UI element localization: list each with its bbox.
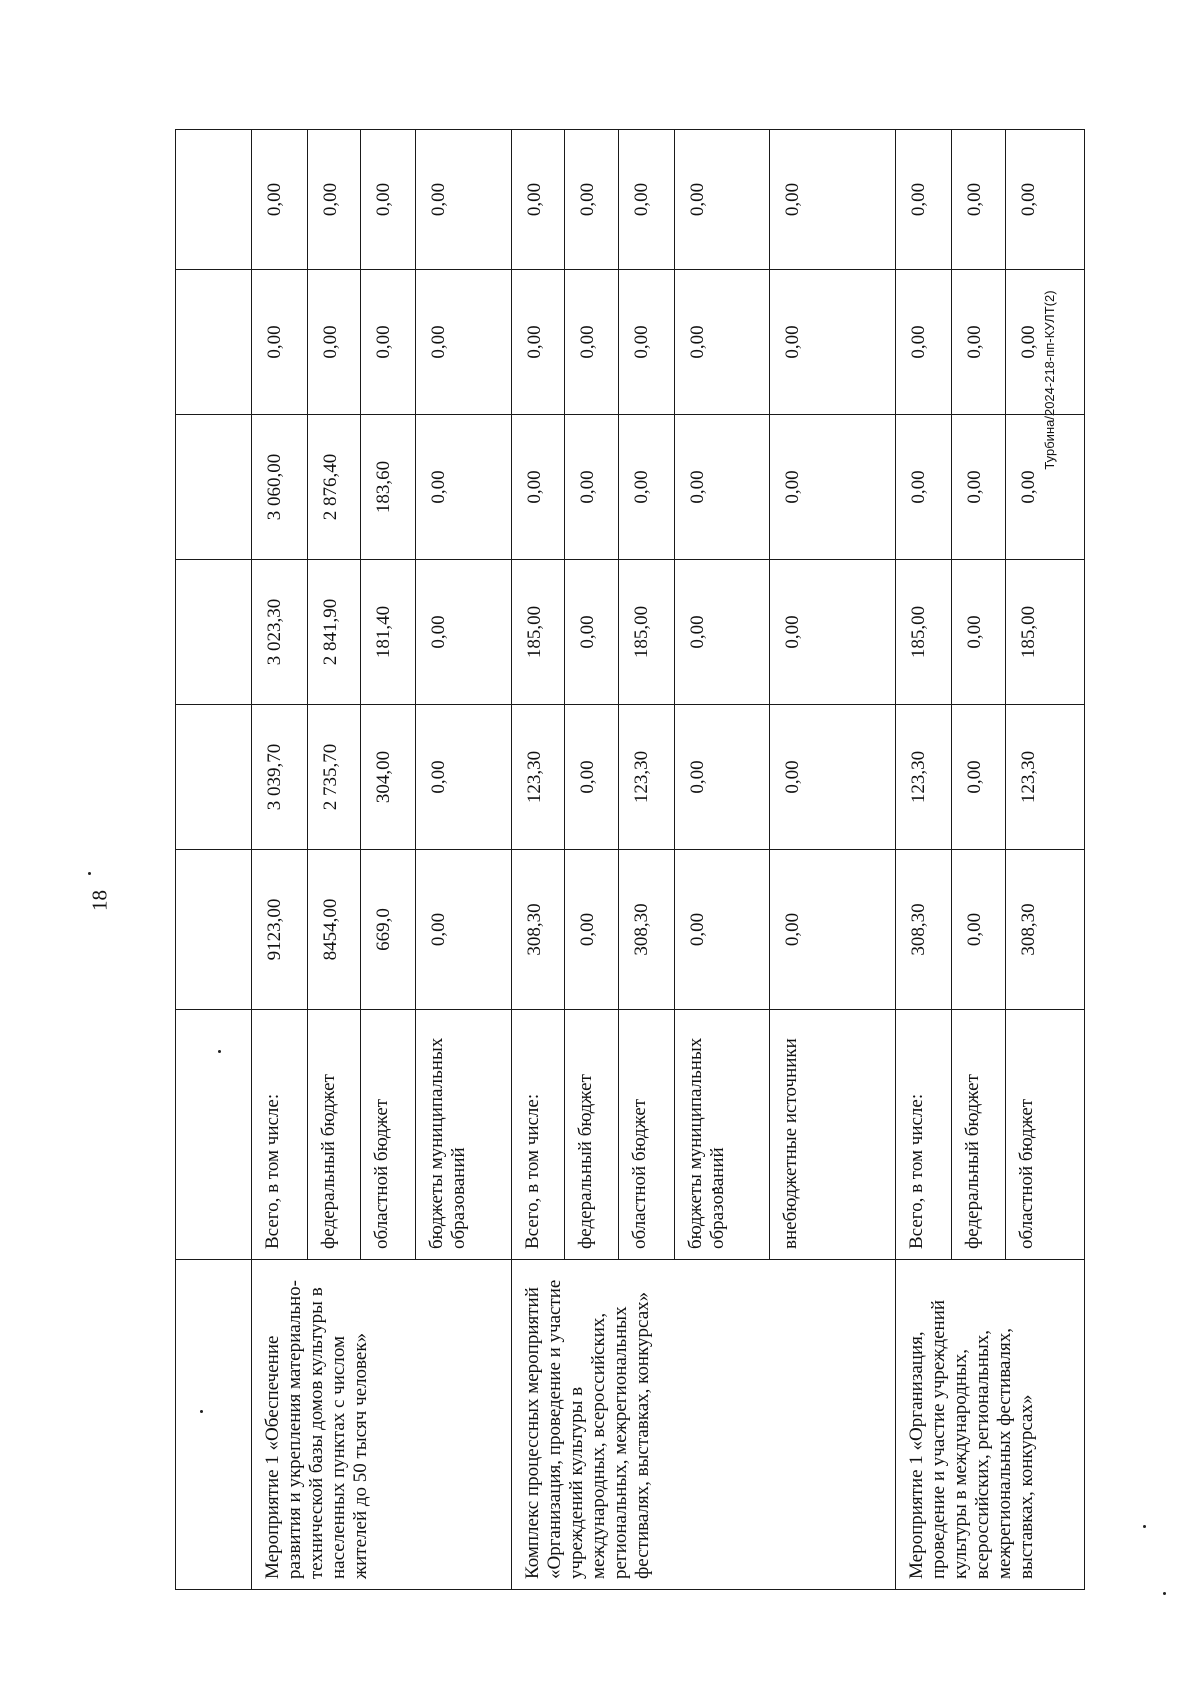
amount-cell: 0,00: [674, 270, 770, 415]
amount-cell: 308,30: [618, 850, 674, 1010]
amount-cell: 0,00: [674, 130, 770, 270]
amount-cell: 304,00: [361, 705, 416, 850]
header-row: [176, 130, 252, 1590]
page-number: 18: [87, 890, 112, 911]
header-cell: [176, 705, 252, 850]
header-cell: [176, 1010, 252, 1260]
header-cell: [176, 270, 252, 415]
header-cell: [176, 560, 252, 705]
funding-source-cell: областной бюджет: [361, 1010, 416, 1260]
funding-source-cell: Всего, в том числе:: [896, 1010, 952, 1260]
amount-cell: 0,00: [361, 130, 416, 270]
header-cell: [176, 415, 252, 560]
amount-cell: 0,00: [416, 850, 512, 1010]
funding-source-cell: бюджеты муниципальных образований: [416, 1010, 512, 1260]
funding-table-rotated: [175, 130, 1085, 1590]
amount-cell: 0,00: [416, 130, 512, 270]
amount-cell: 0,00: [416, 270, 512, 415]
table-row: [251, 130, 307, 1590]
amount-cell: 3 039,70: [251, 705, 307, 850]
amount-cell: 0,00: [674, 850, 770, 1010]
amount-cell: 0,00: [770, 415, 896, 560]
amount-cell: 0,00: [565, 560, 619, 705]
amount-cell: 0,00: [770, 270, 896, 415]
amount-cell: 669,0: [361, 850, 416, 1010]
amount-cell: 0,00: [952, 560, 1006, 705]
amount-cell: 185,00: [511, 560, 565, 705]
amount-cell: 0,00: [565, 850, 619, 1010]
document-code: Турбина/2024-218-пп-КУЛТ(2): [1042, 290, 1057, 470]
amount-cell: 0,00: [770, 850, 896, 1010]
amount-cell: 308,30: [511, 850, 565, 1010]
amount-cell: 308,30: [896, 850, 952, 1010]
amount-cell: 0,00: [770, 560, 896, 705]
amount-cell: 0,00: [952, 705, 1006, 850]
amount-cell: 0,00: [952, 850, 1006, 1010]
amount-cell: 3 060,00: [251, 415, 307, 560]
amount-cell: 123,30: [1005, 705, 1084, 850]
amount-cell: 0,00: [770, 130, 896, 270]
amount-cell: 0,00: [511, 270, 565, 415]
amount-cell: 0,00: [770, 705, 896, 850]
funding-source-cell: внебюджетные источники: [770, 1010, 896, 1260]
amount-cell: 185,00: [618, 560, 674, 705]
activity-name-cell: Мероприятие 1 «Обеспечение развития и укрепления материально-технической базы домов культуры в населенных пунктах с числом жителей до 50 тысяч человек»: [251, 1260, 511, 1590]
amount-cell: 3 023,30: [251, 560, 307, 705]
amount-cell: 183,60: [361, 415, 416, 560]
amount-cell: 0,00: [674, 560, 770, 705]
funding-source-cell: федеральный бюджет: [952, 1010, 1006, 1260]
header-cell: [176, 1260, 252, 1590]
amount-cell: 123,30: [618, 705, 674, 850]
amount-cell: 0,00: [618, 270, 674, 415]
amount-cell: 0,00: [618, 130, 674, 270]
amount-cell: 0,00: [251, 130, 307, 270]
amount-cell: 0,00: [307, 270, 361, 415]
amount-cell: 123,30: [511, 705, 565, 850]
amount-cell: 0,00: [896, 270, 952, 415]
amount-cell: 181,40: [361, 560, 416, 705]
header-cell: [176, 850, 252, 1010]
amount-cell: 9123,00: [251, 850, 307, 1010]
funding-source-cell: Всего, в том числе:: [251, 1010, 307, 1260]
amount-cell: 0,00: [251, 270, 307, 415]
scan-dot: [1143, 1525, 1146, 1528]
amount-cell: 0,00: [307, 130, 361, 270]
amount-cell: 0,00: [416, 415, 512, 560]
amount-cell: 0,00: [565, 130, 619, 270]
amount-cell: 0,00: [952, 415, 1006, 560]
amount-cell: 0,00: [674, 415, 770, 560]
amount-cell: 0,00: [511, 130, 565, 270]
funding-source-cell: бюджеты муниципальных образований: [674, 1010, 770, 1260]
funding-table: [175, 129, 1085, 1590]
amount-cell: 0,00: [1005, 270, 1084, 415]
amount-cell: 2 735,70: [307, 705, 361, 850]
activity-name-cell: Комплекс процессных мероприятий «Организация, проведение и участие учреждений культуры в международных, всероссийских, региональных, межрегиональных фестивалях, выставках, конкурсах»: [511, 1260, 896, 1590]
amount-cell: 0,00: [565, 705, 619, 850]
amount-cell: 185,00: [896, 560, 952, 705]
amount-cell: 0,00: [565, 415, 619, 560]
funding-source-cell: федеральный бюджет: [565, 1010, 619, 1260]
amount-cell: 0,00: [952, 130, 1006, 270]
amount-cell: 308,30: [1005, 850, 1084, 1010]
amount-cell: 0,00: [896, 415, 952, 560]
scan-dot: [1163, 1592, 1166, 1595]
amount-cell: 0,00: [1005, 415, 1084, 560]
amount-cell: 0,00: [416, 705, 512, 850]
activity-name-cell: Мероприятие 1 «Организация, проведение и участие учреждений культуры в международных, всероссийских, региональных, межрегиональных фестивалях, выставках, конкурсах»: [896, 1260, 1085, 1590]
table-row: [896, 130, 952, 1590]
funding-source-cell: федеральный бюджет: [307, 1010, 361, 1260]
amount-cell: 0,00: [618, 415, 674, 560]
amount-cell: 0,00: [952, 270, 1006, 415]
scan-dot: [88, 872, 91, 875]
table-row: [511, 130, 565, 1590]
amount-cell: 2 841,90: [307, 560, 361, 705]
amount-cell: 0,00: [361, 270, 416, 415]
amount-cell: 0,00: [1005, 130, 1084, 270]
amount-cell: 0,00: [896, 130, 952, 270]
amount-cell: 2 876,40: [307, 415, 361, 560]
funding-source-cell: областной бюджет: [618, 1010, 674, 1260]
amount-cell: 8454,00: [307, 850, 361, 1010]
amount-cell: 0,00: [416, 560, 512, 705]
amount-cell: 0,00: [565, 270, 619, 415]
funding-source-cell: областной бюджет: [1005, 1010, 1084, 1260]
funding-source-cell: Всего, в том числе:: [511, 1010, 565, 1260]
amount-cell: 0,00: [674, 705, 770, 850]
header-cell: [176, 130, 252, 270]
amount-cell: 0,00: [511, 415, 565, 560]
amount-cell: 185,00: [1005, 560, 1084, 705]
amount-cell: 123,30: [896, 705, 952, 850]
